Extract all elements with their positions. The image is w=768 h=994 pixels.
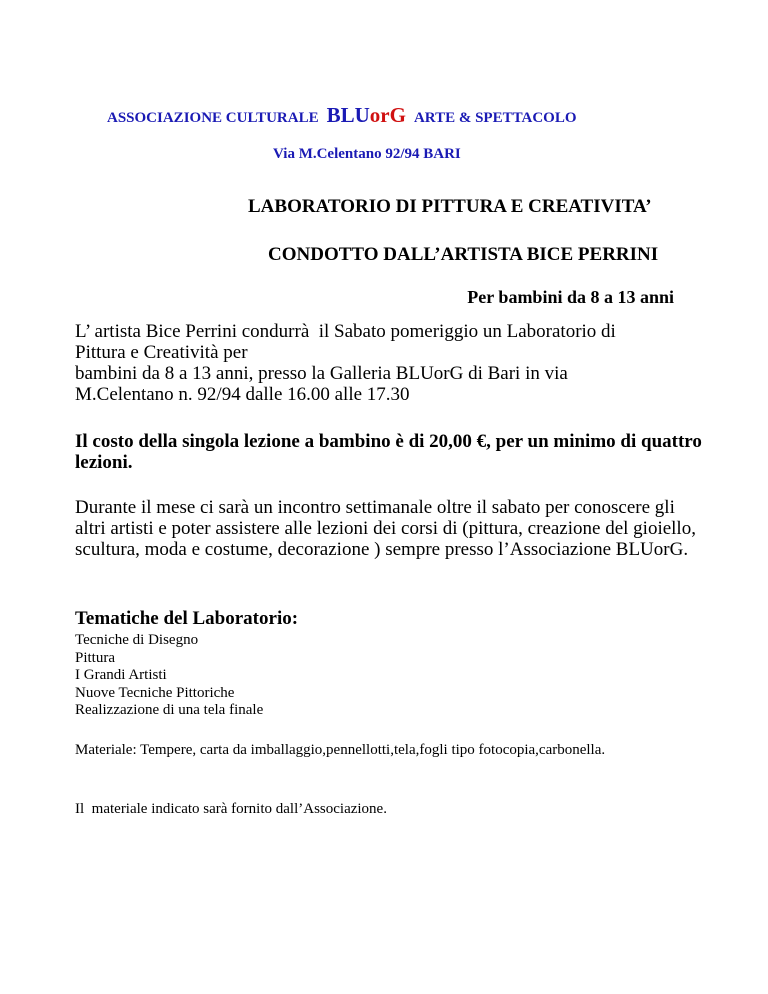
intro-line: M.Celentano n. 92/94 dalle 16.00 alle 17.30 [75,384,410,405]
intro-paragraph [75,321,705,405]
materials-list: Materiale: Tempere, carta da imballaggio,pennellotti,tela,fogli tipo fotocopia,carbonella. [75,742,606,758]
list-item: I Grandi Artisti [75,667,167,683]
topics-list [75,632,263,720]
association-prefix: ASSOCIAZIONE CULTURALE [107,110,319,126]
list-item: Tecniche di Disegno [75,632,199,648]
intro-line: L’ artista Bice Perrini condurrà il Sabato pomeriggio un Laboratorio di [75,321,616,342]
intro-line: bambini da 8 a 13 anni, presso la Galleria BLUorG di Bari in via [75,363,568,384]
target-audience: Per bambini da 8 a 13 anni [467,287,674,307]
list-item: Realizzazione di una tela finale [75,702,264,718]
weekly-meeting-paragraph: Durante il mese ci sarà un incontro settimanale oltre il sabato per conoscere gli altri artisti e poter assistere alle lezioni dei corsi di (pittura, creazione del gioiello, scultura, moda e costume, decorazione ) sempre presso l’Associazione BLUorG. [75,497,696,560]
list-item: Nuove Tecniche Pittoriche [75,684,235,701]
brand-org: orG [369,103,406,127]
list-item: Pittura [75,649,115,666]
association-suffix: ARTE & SPETTACOLO [413,110,577,126]
cost-paragraph: Il costo della singola lezione a bambino è di 20,00 €, per un minimo di quattro lezioni. [75,431,702,473]
workshop-conductor: CONDOTTO DALL’ARTISTA BICE PERRINI [268,244,659,265]
intro-line: Pittura e Creatività per [75,342,248,363]
workshop-title: LABORATORIO DI PITTURA E CREATIVITA’ [248,196,652,217]
brand-blu: BLU [326,103,370,127]
topics-heading: Tematiche del Laboratorio: [75,608,299,629]
materials-provided-note: Il materiale indicato sarà fornito dall’Associazione. [75,801,387,817]
association-header [107,103,577,128]
address: Via M.Celentano 92/94 BARI [273,146,461,162]
